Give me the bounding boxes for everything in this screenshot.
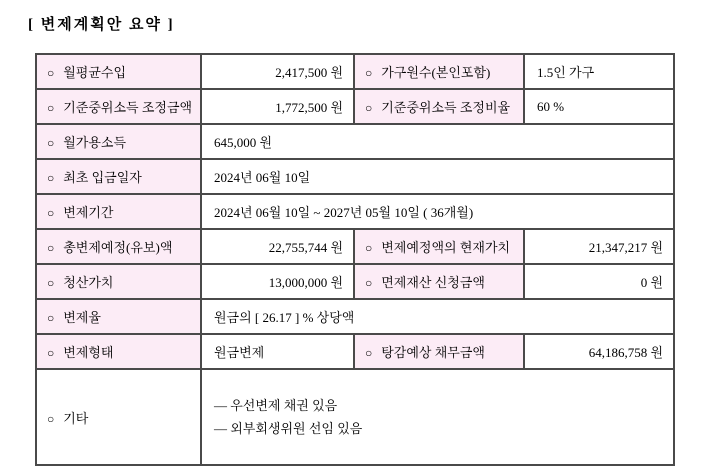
etc-note-line: — 외부회생위원 선임 있음 [214, 420, 363, 436]
row-value-cell: 2024년 06월 10일 [201, 159, 674, 194]
row-value-cell: 13,000,000 원 [201, 264, 354, 299]
row-label: 기준중위소득 조정금액 [63, 100, 193, 115]
row-label: 청산가치 [63, 275, 114, 290]
row-label: 월평균수입 [63, 65, 127, 80]
table-row [36, 124, 674, 159]
row-value-cell: 1,772,500 원 [201, 89, 354, 124]
row-label: 기준중위소득 조정비율 [381, 100, 511, 115]
row-value-cell: 1.5인 가구 [524, 54, 674, 89]
row-label-cell [354, 89, 524, 124]
row-label: 탕감예상 채무금액 [381, 345, 485, 360]
row-value-cell: 60 % [524, 89, 674, 124]
row-value-cell: 22,755,744 원 [201, 229, 354, 264]
row-label: 변제기간 [63, 205, 114, 220]
table-row [36, 369, 674, 465]
row-label-cell [36, 264, 201, 299]
table-row [36, 334, 674, 369]
circle-bullet-icon: ○ [47, 346, 55, 360]
circle-bullet-icon: ○ [365, 241, 373, 255]
circle-bullet-icon: ○ [365, 276, 373, 290]
page-title: [ 변제계획안 요약 ] [28, 17, 175, 33]
circle-bullet-icon: ○ [47, 101, 55, 115]
row-label: 월가용소득 [63, 135, 127, 150]
row-label-cell [36, 334, 201, 369]
circle-bullet-icon: ○ [365, 101, 373, 115]
row-label: 최초 입금일자 [63, 170, 142, 185]
table-row [36, 89, 674, 124]
row-label: 총변제예정(유보)액 [63, 240, 173, 255]
row-label-cell [36, 299, 201, 334]
circle-bullet-icon: ○ [47, 241, 55, 255]
row-label-cell [36, 89, 201, 124]
row-label: 면제재산 신청금액 [381, 275, 485, 290]
table-row [36, 264, 674, 299]
row-label-cell [354, 229, 524, 264]
circle-bullet-icon: ○ [47, 411, 55, 426]
row-value-cell: 21,347,217 원 [524, 229, 674, 264]
table-row [36, 299, 674, 334]
circle-bullet-icon: ○ [47, 311, 55, 325]
row-value-cell: 2024년 06월 10일 ~ 2027년 05월 10일 ( 36개월) [201, 194, 674, 229]
row-label-cell [354, 264, 524, 299]
row-label-cell [36, 159, 201, 194]
repayment-plan-summary-table [35, 53, 675, 466]
row-value-cell: 원금의 [ 26.17 ] % 상당액 [201, 299, 674, 334]
circle-bullet-icon: ○ [365, 346, 373, 360]
row-label: 가구원수(본인포함) [381, 65, 491, 80]
row-label-cell [354, 54, 524, 89]
row-label-cell [354, 334, 524, 369]
row-label: 변제예정액의 현재가치 [381, 240, 511, 255]
row-value-cell: 645,000 원 [201, 124, 674, 159]
row-value-cell: 64,186,758 원 [524, 334, 674, 369]
row-label: 기타 [63, 410, 89, 426]
table-row [36, 159, 674, 194]
row-value-cell [201, 369, 674, 465]
row-value-cell: 2,417,500 원 [201, 54, 354, 89]
row-label: 변제율 [63, 310, 101, 325]
table-row [36, 229, 674, 264]
circle-bullet-icon: ○ [47, 206, 55, 220]
circle-bullet-icon: ○ [47, 136, 55, 150]
row-label-cell [36, 54, 201, 89]
table-row [36, 54, 674, 89]
row-label-cell [36, 229, 201, 264]
row-value-cell: 0 원 [524, 264, 674, 299]
row-label-cell [36, 124, 201, 159]
table-row [36, 194, 674, 229]
circle-bullet-icon: ○ [47, 276, 55, 290]
row-label: 변제형태 [63, 345, 114, 360]
circle-bullet-icon: ○ [47, 66, 55, 80]
circle-bullet-icon: ○ [365, 66, 373, 80]
row-value-cell: 원금변제 [201, 334, 354, 369]
etc-note-line: — 우선변제 채권 있음 [214, 397, 338, 413]
circle-bullet-icon: ○ [47, 171, 55, 185]
row-label-cell [36, 369, 201, 465]
row-label-cell [36, 194, 201, 229]
